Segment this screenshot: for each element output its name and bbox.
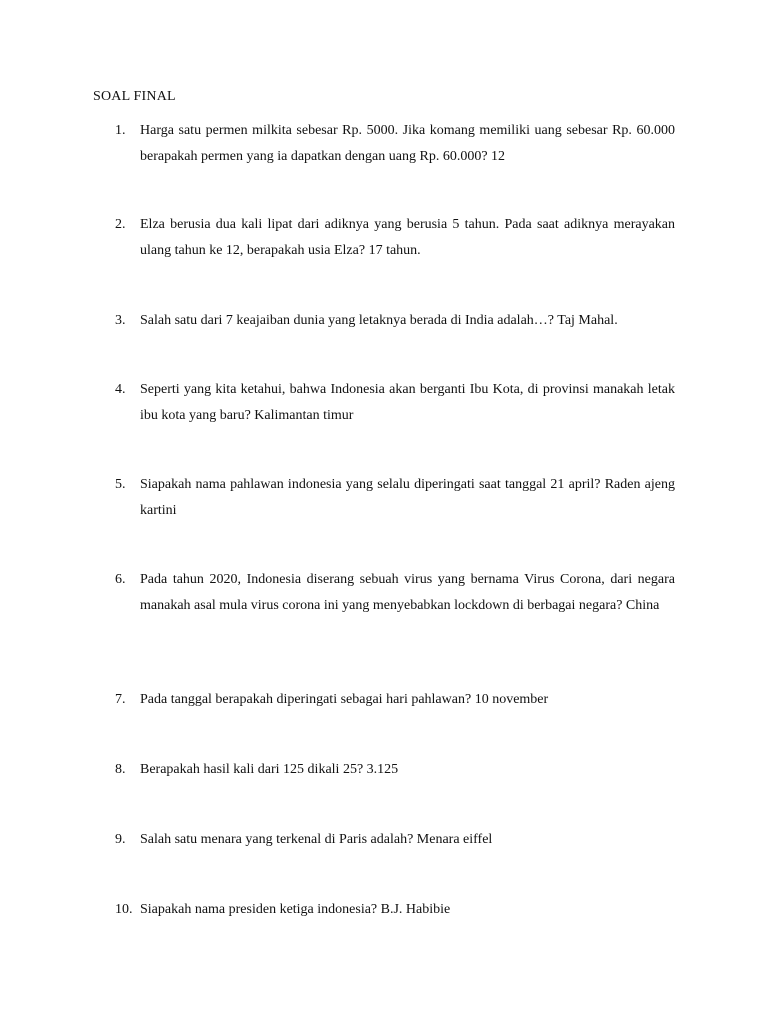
question-number: 1.: [115, 123, 126, 138]
question-number: 6.: [115, 572, 126, 587]
question-item-1: [115, 118, 675, 169]
question-item-5: [115, 472, 675, 523]
question-item-9: [115, 827, 675, 853]
question-item-7: [115, 687, 675, 713]
question-text: Siapakah nama presiden ketiga indonesia? B.J. Habibie: [140, 902, 451, 917]
question-text: Salah satu dari 7 keajaiban dunia yang letaknya berada di India adalah…? Taj Mahal.: [140, 313, 618, 328]
question-item-2: [115, 212, 675, 263]
question-text: Harga satu permen milkita sebesar Rp. 5000. Jika komang memiliki uang sebesar Rp. 60.000 berapakah permen yang ia dapatkan dengan uang Rp. 60.000? 12: [140, 123, 675, 164]
question-item-4: [115, 377, 675, 428]
question-item-6: [115, 567, 675, 618]
question-item-8: [115, 757, 675, 783]
question-item-10: [115, 897, 675, 923]
question-number: 10.: [115, 902, 133, 917]
question-text: Seperti yang kita ketahui, bahwa Indonesia akan berganti Ibu Kota, di provinsi manakah letak ibu kota yang baru? Kalimantan timur: [140, 382, 675, 423]
question-text: Pada tanggal berapakah diperingati sebagai hari pahlawan? 10 november: [140, 692, 549, 707]
question-text: Berapakah hasil kali dari 125 dikali 25? 3.125: [140, 762, 399, 777]
document-title: SOAL FINAL: [93, 89, 176, 104]
question-text: Siapakah nama pahlawan indonesia yang selalu diperingati saat tanggal 21 april? Raden ajeng kartini: [140, 477, 675, 518]
question-text: Pada tahun 2020, Indonesia diserang sebuah virus yang bernama Virus Corona, dari negara manakah asal mula virus corona ini yang menyebabkan lockdown di berbagai negara? China: [140, 572, 675, 613]
question-number: 2.: [115, 217, 126, 232]
question-item-3: [115, 308, 675, 334]
question-text: Salah satu menara yang terkenal di Paris adalah? Menara eiffel: [140, 832, 493, 847]
question-number: 5.: [115, 477, 126, 492]
question-number: 3.: [115, 313, 126, 328]
question-number: 8.: [115, 762, 126, 777]
question-number: 4.: [115, 382, 126, 397]
question-text: Elza berusia dua kali lipat dari adiknya yang berusia 5 tahun. Pada saat adiknya merayakan ulang tahun ke 12, berapakah usia Elza? 17 tahun.: [140, 217, 675, 258]
question-number: 9.: [115, 832, 126, 847]
question-number: 7.: [115, 692, 126, 707]
